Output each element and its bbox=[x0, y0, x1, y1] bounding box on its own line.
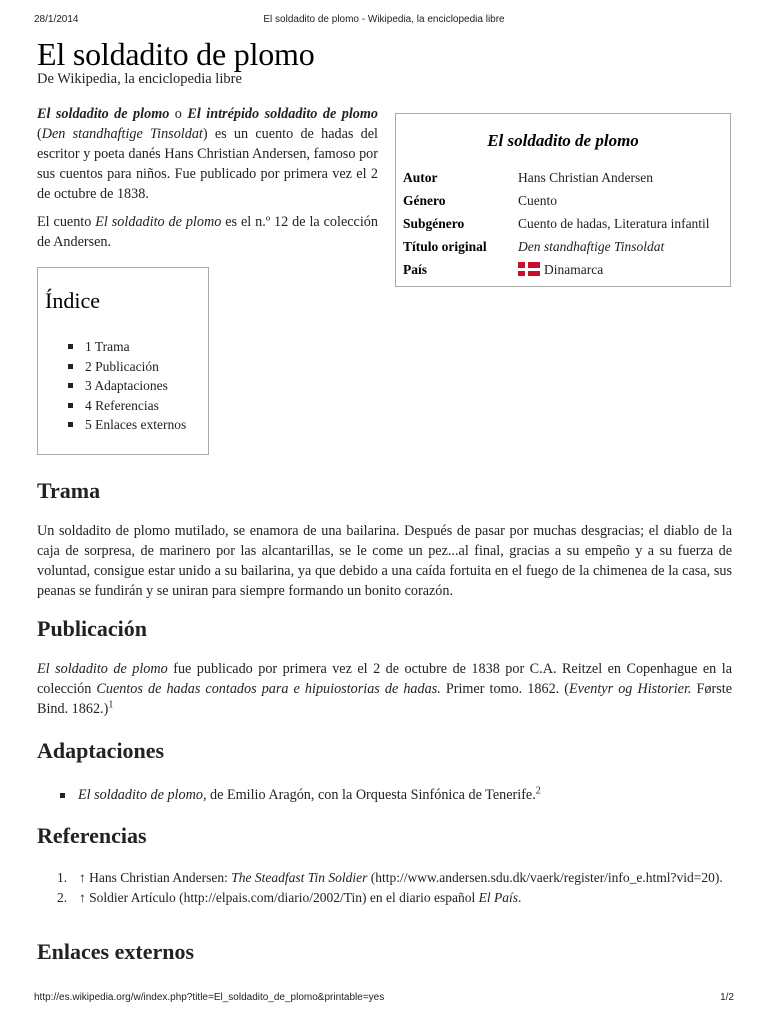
denmark-flag-icon bbox=[518, 262, 540, 276]
pub-text-2: Primer tomo. 1862. ( bbox=[440, 681, 570, 697]
reference-italic: El País bbox=[478, 890, 518, 905]
reference-post: . bbox=[517, 890, 522, 905]
infobox-label: País bbox=[403, 262, 428, 277]
print-page-number: 1/2 bbox=[720, 992, 734, 1003]
intro2-start: El cuento bbox=[37, 214, 96, 230]
reference-backlink[interactable]: ↑ bbox=[79, 870, 86, 885]
section-heading-trama: Trama bbox=[37, 478, 101, 503]
infobox-row-genero bbox=[403, 193, 726, 213]
infobox-title: El soldadito de plomo bbox=[487, 131, 639, 150]
page-title: El soldadito de plomo bbox=[37, 36, 315, 72]
infobox-value: Den standhaftige Tinsoldat bbox=[518, 239, 665, 254]
infobox-row-pais bbox=[403, 262, 726, 282]
infobox-label: Subgénero bbox=[403, 216, 465, 231]
intro-paragraph bbox=[37, 104, 378, 204]
toc-item-enlaces[interactable]: 5 Enlaces externos bbox=[68, 415, 186, 435]
reference-post: (http://www.andersen.sdu.dk/vaerk/register/info_e.html?vid=20). bbox=[367, 870, 723, 885]
footnote-2-link[interactable]: 2 bbox=[535, 785, 541, 797]
infobox-value[interactable]: Hans Christian Andersen bbox=[518, 170, 653, 185]
print-url: http://es.wikipedia.org/w/index.php?title=El_soldadito_de_plomo&printable=yes bbox=[34, 992, 385, 1003]
reference-number: 2. bbox=[57, 890, 68, 905]
intro-original-title: Den standhaftige Tinsoldat bbox=[41, 126, 203, 142]
infobox bbox=[395, 113, 731, 287]
section-heading-publicacion: Publicación bbox=[37, 616, 148, 641]
infobox-row-autor bbox=[403, 170, 726, 190]
intro2-title: El soldadito de plomo bbox=[95, 214, 222, 230]
country-name[interactable]: Dinamarca bbox=[544, 262, 604, 277]
intro-conj: o bbox=[169, 106, 188, 122]
pub-collection: Cuentos de hadas contados para e hipuiostorias de hadas. bbox=[96, 681, 441, 697]
intro-paragraph-2 bbox=[37, 212, 378, 252]
reference-italic[interactable]: The Steadfast Tin Soldier bbox=[231, 870, 368, 885]
infobox-value[interactable]: Cuento bbox=[518, 193, 557, 208]
print-date: 28/1/2014 bbox=[34, 14, 79, 25]
infobox-value[interactable]: Cuento de hadas, Literatura infantil bbox=[518, 216, 710, 231]
infobox-row-subgenero bbox=[403, 216, 726, 236]
toc-item-publicacion[interactable]: 2 Publicación bbox=[68, 357, 186, 377]
pub-text-3: Første Bind. 1862.) bbox=[37, 681, 732, 717]
section-heading-enlaces: Enlaces externos bbox=[37, 939, 195, 964]
section-heading-adaptaciones: Adaptaciones bbox=[37, 738, 165, 763]
reference-backlink[interactable]: ↑ bbox=[79, 890, 86, 905]
infobox-value-country[interactable] bbox=[518, 262, 603, 278]
publicacion-paragraph bbox=[37, 659, 732, 719]
infobox-label: Autor bbox=[403, 170, 438, 185]
reference-item bbox=[37, 869, 732, 886]
intro-paren: ( bbox=[37, 126, 42, 142]
references-list bbox=[37, 869, 732, 909]
section-heading-referencias: Referencias bbox=[37, 823, 147, 848]
intro-rest: ) es un cuento de hadas del escritor y poeta danés Hans Christian Andersen, famoso por sus cuentos para niños. Fue publicado por primera vez el 2 de octubre de 1838. bbox=[37, 126, 378, 202]
reference-number: 1. bbox=[57, 870, 68, 885]
page-tagline: De Wikipedia, la enciclopedia libre bbox=[37, 71, 242, 87]
toc-item-trama[interactable]: 1 Trama bbox=[68, 337, 186, 357]
adaptacion-text bbox=[78, 785, 541, 805]
footnote-1-link[interactable]: 1 bbox=[108, 699, 114, 711]
toc-heading: Índice bbox=[45, 288, 100, 313]
trama-paragraph: Un soldadito de plomo mutilado, se enamora de una bailarina. Después de pasar por muchas desgracias; el diablo de la caja de sorpresa, de marinero por las alcantarillas, se le come un pez...al final, gracias a su empeño y a su fuerza de voluntad, consigue estar unido a su bailarina, ya que debido a una caída fortuita en el fuego de la chimenea de la casa, sus peanas se fundirán y se uniran para siempre formando un bonito corazón. bbox=[37, 523, 732, 599]
infobox-label: Género bbox=[403, 193, 446, 208]
reference-item bbox=[37, 889, 732, 906]
infobox-label: Título original bbox=[403, 239, 487, 254]
pub-text-1: fue publicado por primera vez el 2 de octubre de 1838 por C.A. Reitzel en Copenhague en la colección bbox=[37, 661, 732, 697]
pub-title: El soldadito de plomo bbox=[37, 661, 168, 677]
intro-title-1: El soldadito de plomo bbox=[37, 106, 170, 122]
adaptacion-title: El soldadito de plomo bbox=[78, 787, 203, 803]
reference-pre[interactable]: Soldier Artículo (http://elpais.com/diario/2002/Tin) en el diario español bbox=[85, 890, 479, 905]
adaptacion-rest: , de Emilio Aragón, con la Orquesta Sinfónica de Tenerife. bbox=[202, 787, 536, 803]
print-doc-title: El soldadito de plomo - Wikipedia, la enciclopedia libre bbox=[263, 14, 505, 25]
reference-pre: Hans Christian Andersen: bbox=[85, 870, 232, 885]
toc-item-referencias[interactable]: 4 Referencias bbox=[68, 396, 186, 416]
pub-danish: Eventyr og Historier. bbox=[569, 681, 692, 697]
print-footer bbox=[34, 992, 734, 1006]
table-of-contents bbox=[37, 267, 209, 455]
print-header bbox=[34, 14, 734, 28]
intro2-rest: es el n.º 12 de la colección de Andersen. bbox=[37, 214, 378, 250]
infobox-row-titulo-original bbox=[403, 239, 726, 259]
intro-title-2: El intrépido soldadito de plomo bbox=[187, 106, 379, 122]
toc-item-adaptaciones[interactable]: 3 Adaptaciones bbox=[68, 376, 186, 396]
toc-list bbox=[68, 337, 186, 435]
